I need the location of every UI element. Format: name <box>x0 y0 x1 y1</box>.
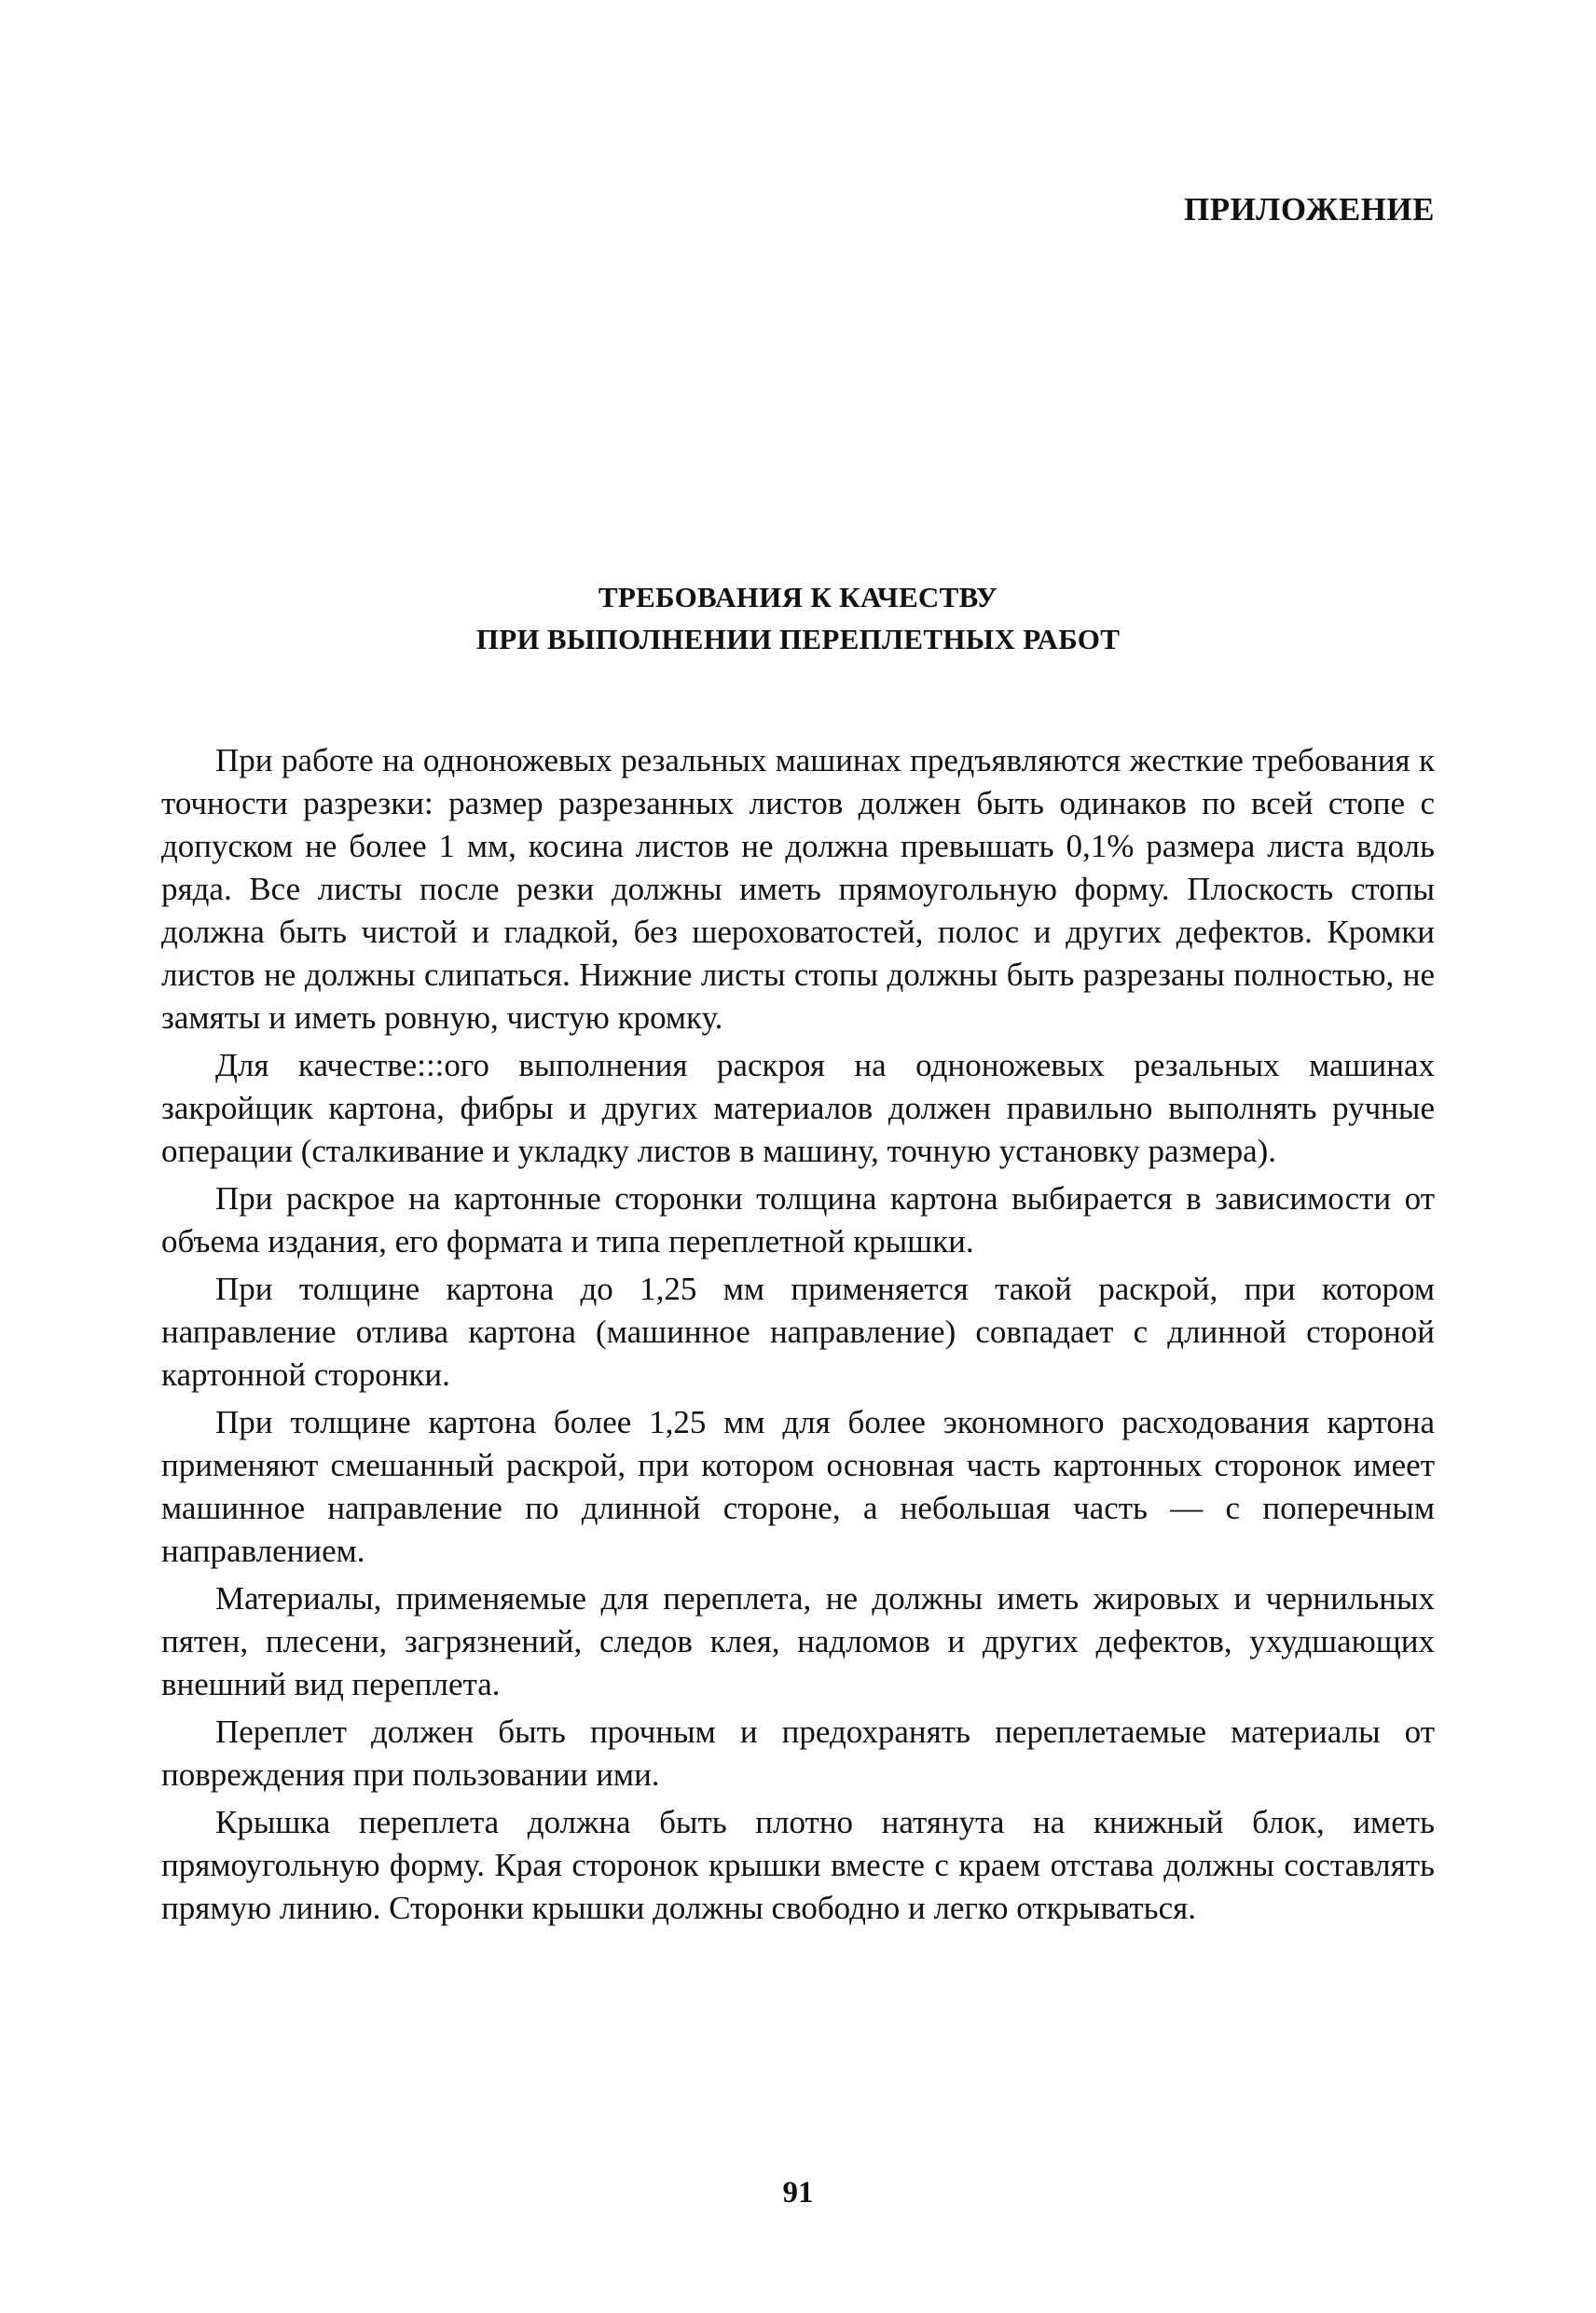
page-number: 91 <box>782 2176 814 2210</box>
paragraph: Крышка переплета должна быть плотно натянута на книжный блок, иметь прямоугольную форму. Края сторонок крышки вместе с краем отстава должны составлять прямую линию. Сторонки крышки должны свободно и легко открываться. <box>161 1804 1435 1926</box>
paragraph: При толщине картона до 1,25 мм применяется такой раскрой, при котором направление отлива картона (машинное направление) совпадает с длинной стороной картонной сторонки. <box>161 1271 1435 1393</box>
paragraph: Переплет должен быть прочным и предохранять переплетаемые материалы от повреждения при пользовании ими. <box>161 1714 1435 1793</box>
section-title-line-1: ТРЕБОВАНИЯ К КАЧЕСТВУ <box>598 581 998 613</box>
appendix-heading: ПРИЛОЖЕНИЕ <box>1183 191 1435 227</box>
paragraph: При раскрое на картонные сторонки толщина картона выбирается в зависимости от объема издания, его формата и типа переплетной крышки. <box>161 1180 1435 1260</box>
paragraph: Материалы, применяемые для переплета, не должны иметь жировых и чернильных пятен, плесени, загрязнений, следов клея, надломов и других дефектов, ухудшающих внешний вид переплета. <box>161 1580 1435 1702</box>
section-title <box>0 576 1596 660</box>
section-title-line-2: ПРИ ВЫПОЛНЕНИИ ПЕРЕПЛЕТНЫХ РАБОТ <box>475 623 1121 655</box>
paragraph: При толщине картона более 1,25 мм для более экономного расходования картона применяют смешанный раскрой, при котором основная часть картонных сторонок имеет машинное направление по длинной стороне, а небольшая часть — с поперечным направлением. <box>161 1404 1435 1569</box>
paragraph: При работе на одноножевых резальных машинах предъявляются жесткие требования к точности разрезки: размер разрезанных листов должен быть одинаков по всей стопе с допуском не более 1 мм, косина листов не должна превышать 0,1% размера листа вдоль ряда. Все листы после резки должны иметь прямоугольную форму. Плоскость стопы должна быть чистой и гладкой, без шероховатостей, полос и других дефектов. Кромки листов не должны слипаться. Нижние листы стопы должны быть разрезаны полностью, не замяты и иметь ровную, чистую кромку. <box>161 742 1435 1036</box>
paragraph: Для качестве:::ого выполнения раскроя на одноножевых резальных машинах закройщик картона, фибры и других материалов должен правильно выполнять ручные операции (сталкивание и укладку листов в машину, точную установку размера). <box>161 1047 1435 1169</box>
body-text <box>161 739 1435 1934</box>
